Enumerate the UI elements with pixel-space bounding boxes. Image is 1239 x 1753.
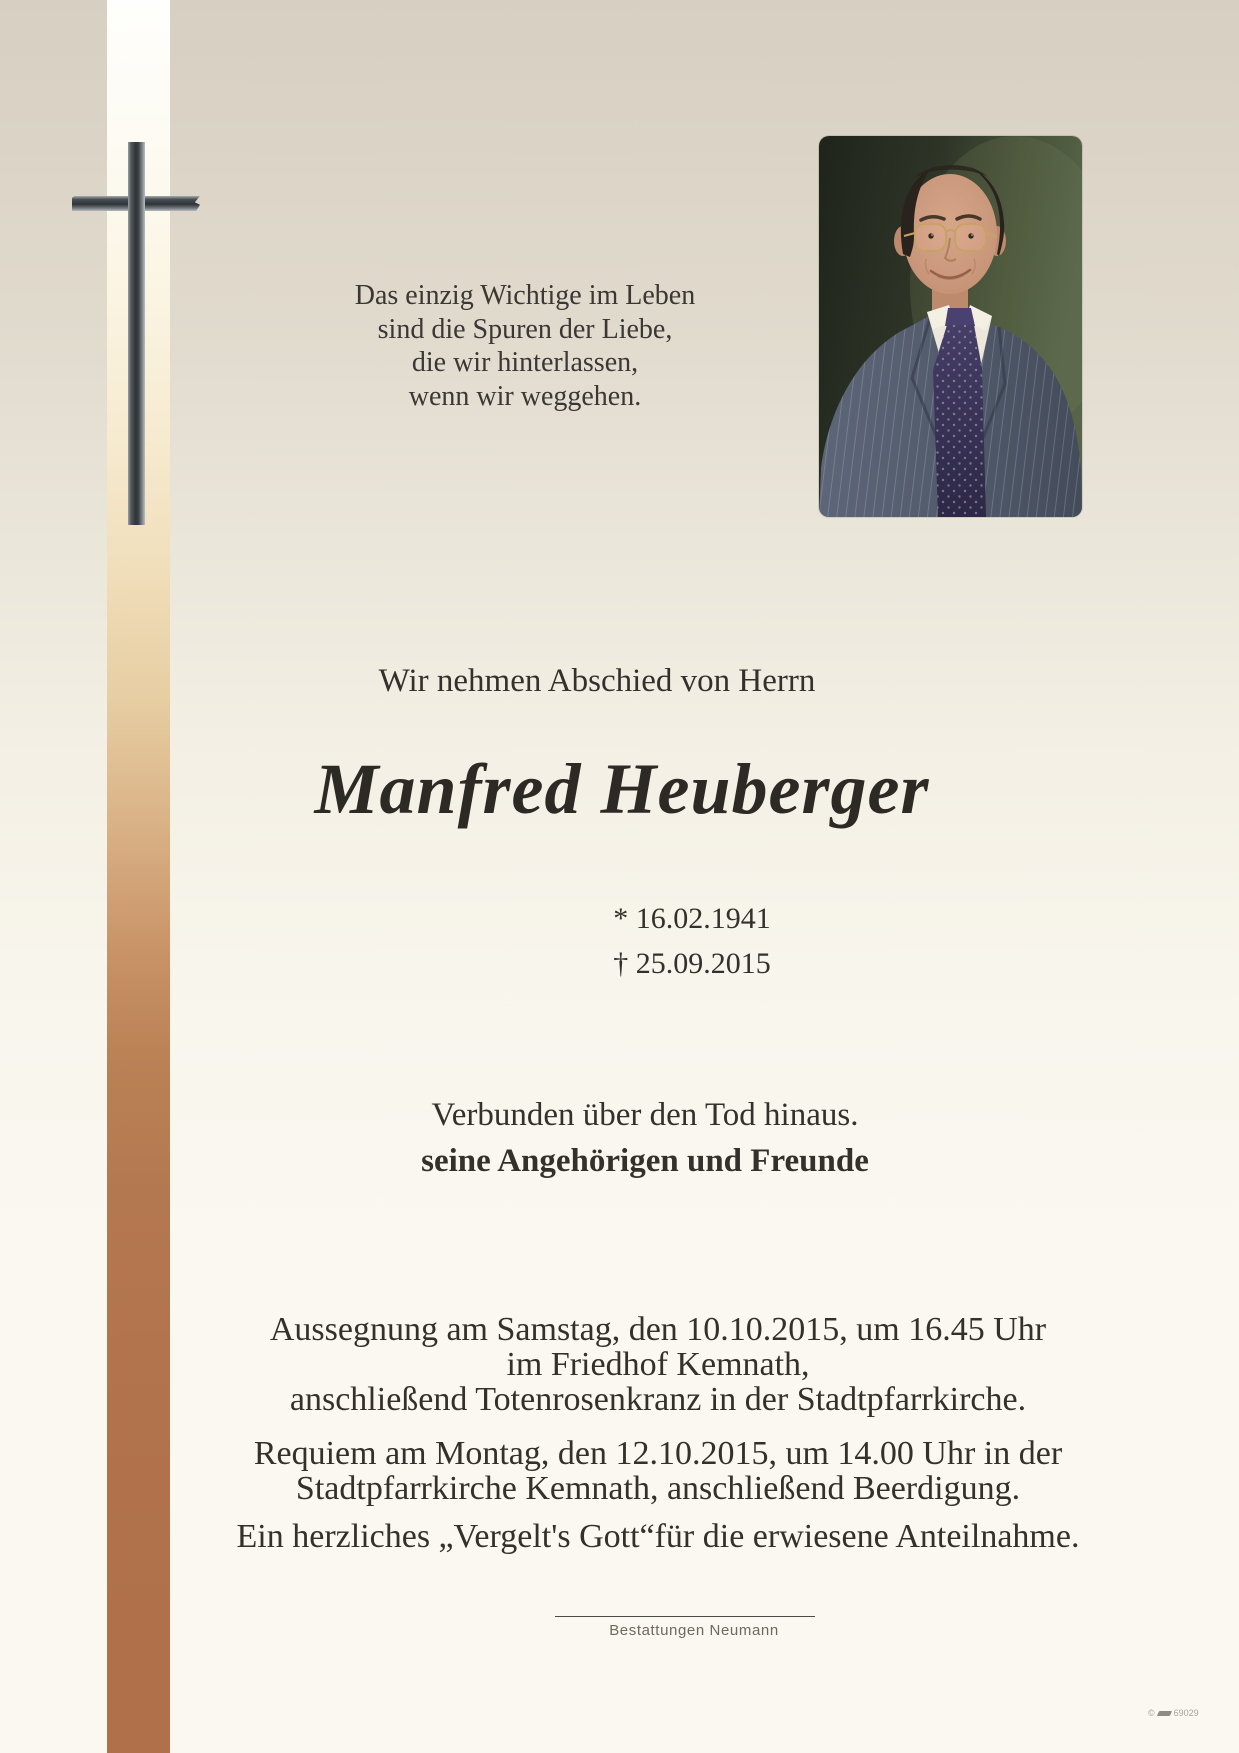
printer-logo-icon — [1156, 1711, 1171, 1716]
memorial-quote — [270, 279, 780, 413]
quote-line: sind die Spuren der Liebe, — [377, 313, 673, 345]
service-line: anschließend Totenrosenkranz in der Stadtpfarrkirche. — [289, 1381, 1027, 1418]
portrait-illustration — [819, 136, 1082, 517]
deceased-name: Manfred Heuberger — [314, 749, 930, 829]
death-date: † 25.09.2015 — [613, 947, 771, 980]
print-mark — [1148, 1708, 1199, 1718]
service-line: Aussegnung am Samstag, den 10.10.2015, um 16.45 Uhr — [269, 1311, 1047, 1348]
funeral-home-name: Bestattungen Neumann — [609, 1622, 779, 1639]
service-line: Stadtpfarrkirche Kemnath, anschließend Beerdigung. — [295, 1470, 1021, 1507]
copyright-symbol: © — [1148, 1708, 1155, 1718]
quote-line: wenn wir weggehen. — [408, 380, 642, 412]
mourners-line: seine Angehörigen und Freunde — [421, 1143, 869, 1179]
condolence-line: Verbunden über den Tod hinaus. — [431, 1097, 859, 1133]
service-aussegnung — [228, 1312, 1088, 1417]
service-requiem — [228, 1436, 1088, 1506]
print-number: 69029 — [1173, 1708, 1199, 1718]
portrait-photo — [819, 136, 1082, 517]
quote-line: Das einzig Wichtige im Leben — [354, 280, 696, 311]
birth-date: * 16.02.1941 — [613, 902, 771, 935]
service-line: Requiem am Montag, den 12.10.2015, um 14.00 Uhr in der — [253, 1435, 1063, 1472]
quote-line: die wir hinterlassen, — [411, 347, 639, 378]
farewell-line: Wir nehmen Abschied von Herrn — [378, 663, 816, 699]
cross-vertical-bar — [128, 142, 145, 525]
service-line: im Friedhof Kemnath, — [506, 1346, 810, 1383]
thanks-line: Ein herzliches „Vergelt's Gott“für die erwiesene Anteilnahme. — [236, 1518, 1080, 1555]
life-dates — [262, 896, 1122, 986]
funeral-home-footer — [555, 1616, 815, 1640]
memorial-cross-icon — [72, 142, 200, 525]
